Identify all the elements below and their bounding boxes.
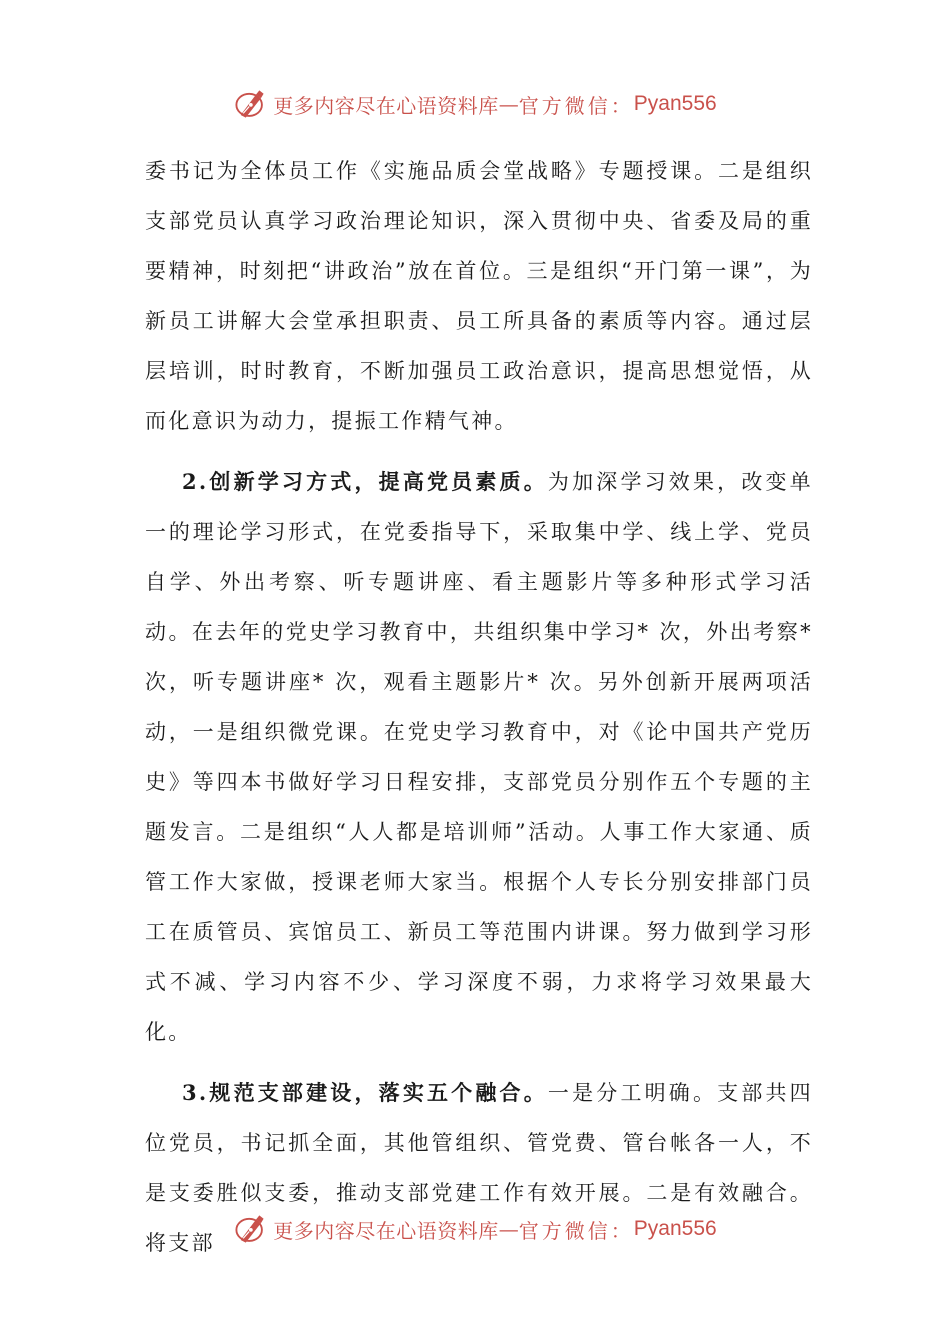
paragraph-1: [145, 146, 813, 446]
paragraph-2-heading: 2.创新学习方式，提高党员素质。: [182, 469, 548, 494]
banner-wechat-label: 官方微信：: [518, 1218, 634, 1243]
banner-main-text: 更多内容尽在心语资料库: [273, 1218, 499, 1243]
banner-wechat-id: Pyan556: [633, 1217, 717, 1240]
banner-main-text: 更多内容尽在心语资料库: [273, 93, 499, 118]
paragraph-1-text: 委书记为全体员工作《实施品质会堂战略》专题授课。二是组织支部党员认真学习政治理论知识，深入贯彻中央、省委及局的重要精神，时刻把“讲政治”放在首位。三是组织“开门第一课”，为新员工讲解大会堂承担职责、员工所具备的素质等内容。通过层层培训，时时教育，不断加强员工政治意识，提高思想觉悟，从而化意识为动力，提振工作精气神。: [145, 159, 813, 433]
banner-separator: —: [498, 92, 519, 116]
banner-wechat-id: Pyan556: [633, 92, 717, 115]
paragraph-3-text: 一是分工明确。支部共四位党员，书记抓全面，其他管组织、管党费、管台帐各一人，不是支委胜似支委，推动支部党建工作有效开展。二是有效融合。将支部: [145, 1081, 813, 1255]
pen-nib-icon: [233, 1212, 267, 1246]
banner-wechat-label: 官方微信：: [518, 93, 634, 118]
paragraph-2: [145, 457, 813, 1057]
document-body: [145, 146, 813, 1279]
footer-watermark-banner: [0, 1209, 950, 1249]
banner-separator: —: [498, 1217, 519, 1241]
paragraph-3-heading: 3.规范支部建设，落实五个融合。: [182, 1080, 548, 1105]
pen-nib-icon: [233, 87, 267, 121]
header-watermark-banner: [0, 84, 950, 124]
paragraph-2-text: 为加深学习效果，改变单一的理论学习形式，在党委指导下，采取集中学、线上学、党员自学、外出考察、听专题讲座、看主题影片等多种形式学习活动。在去年的党史学习教育中，共组织集中学习* 次，外出考察* 次，听专题讲座* 次，观看主题影片* 次。另外创新开展两项活动，一是组织微党课。在党史学习教育中，对《论中国共产党历史》等四本书做好学习日程安排，支部党员分别作五个专题的主题发言。二是组织“人人都是培训师”活动。人事工作大家通、质管工作大家做，授课老师大家当。根据个人专长分别安排部门员工在质管员、宾馆员工、新员工等范围内讲课。努力做到学习形式不减、学习内容不少、学习深度不弱，力求将学习效果最大化。: [145, 470, 813, 1044]
